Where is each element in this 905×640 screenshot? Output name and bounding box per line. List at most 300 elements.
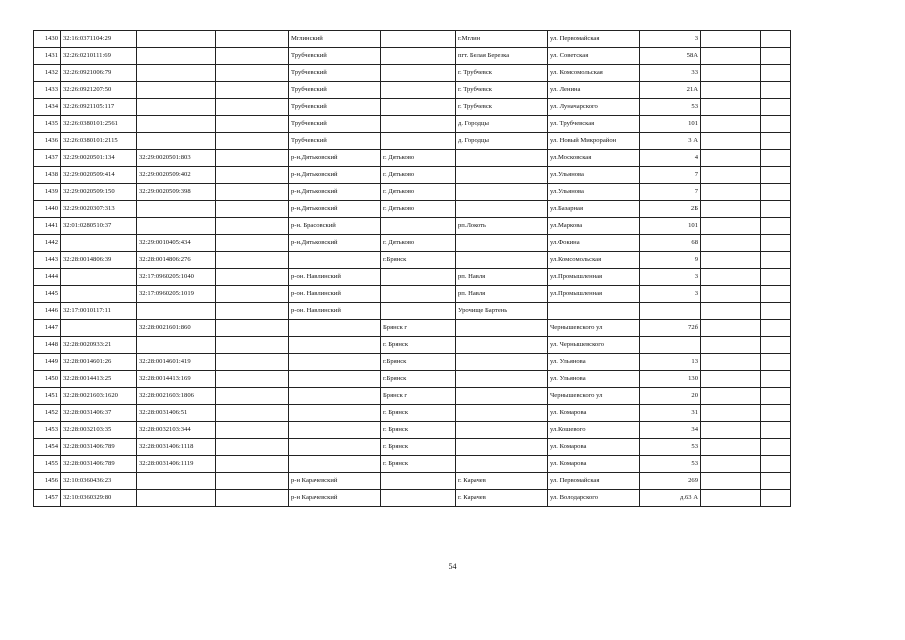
cell-house-number: д.63 А xyxy=(640,490,701,507)
cell-row-index: 1440 xyxy=(34,201,61,218)
cell-district: р-н.Дятьковский xyxy=(289,235,381,252)
cell-street: ул. Первомайская xyxy=(548,473,640,490)
cell-locality xyxy=(456,167,548,184)
cell-district: Мглинский xyxy=(289,31,381,48)
cell-cadastral-number: 32:29:0020509:414 xyxy=(61,167,137,184)
cell-district: р-н.Дятьковский xyxy=(289,184,381,201)
cell-column-11 xyxy=(761,201,791,218)
cell-column-10 xyxy=(701,167,761,184)
cell-city: Брянск г xyxy=(381,320,456,337)
cell-row-index: 1453 xyxy=(34,422,61,439)
cell-city xyxy=(381,303,456,320)
cell-city xyxy=(381,99,456,116)
cell-cadastral-number: 32:26:0921207:50 xyxy=(61,82,137,99)
page-number: 54 xyxy=(448,562,457,571)
cell-column-11 xyxy=(761,473,791,490)
cell-district: р-н.Дятьковский xyxy=(289,150,381,167)
cell-column-4 xyxy=(216,320,289,337)
cell-column-10 xyxy=(701,31,761,48)
cell-column-4 xyxy=(216,82,289,99)
cell-column-11 xyxy=(761,133,791,150)
cell-street: ул.Кошевого xyxy=(548,422,640,439)
cell-column-10 xyxy=(701,422,761,439)
table-row xyxy=(34,201,791,218)
cell-city xyxy=(381,31,456,48)
cell-column-11 xyxy=(761,388,791,405)
cell-district: Трубчевский xyxy=(289,82,381,99)
cell-house-number: 4 xyxy=(640,150,701,167)
cell-district xyxy=(289,371,381,388)
cell-column-11 xyxy=(761,286,791,303)
cell-cadastral-number-alt xyxy=(137,99,216,116)
cell-column-10 xyxy=(701,490,761,507)
cell-locality: д. Городцы xyxy=(456,133,548,150)
cell-city: г. Брянск xyxy=(381,422,456,439)
cell-street: ул.Промышленная xyxy=(548,269,640,286)
cell-cadastral-number: 32:28:0014413:25 xyxy=(61,371,137,388)
cell-column-4 xyxy=(216,422,289,439)
cell-row-index: 1450 xyxy=(34,371,61,388)
table-row xyxy=(34,133,791,150)
cell-column-10 xyxy=(701,456,761,473)
cell-locality: рп. Навля xyxy=(456,269,548,286)
cell-house-number: 21А xyxy=(640,82,701,99)
cell-cadastral-number: 32:26:0921006:79 xyxy=(61,65,137,82)
cell-locality xyxy=(456,235,548,252)
cell-column-10 xyxy=(701,201,761,218)
cell-cadastral-number-alt xyxy=(137,31,216,48)
cell-cadastral-number: 32:28:0020933:21 xyxy=(61,337,137,354)
cell-street: ул. Новый Микрорайон xyxy=(548,133,640,150)
cell-column-4 xyxy=(216,388,289,405)
cell-cadastral-number: 32:29:0020501:134 xyxy=(61,150,137,167)
cell-row-index: 1451 xyxy=(34,388,61,405)
cell-column-11 xyxy=(761,167,791,184)
table-row xyxy=(34,150,791,167)
cell-column-10 xyxy=(701,354,761,371)
cell-house-number: 101 xyxy=(640,218,701,235)
cell-house-number: 3 xyxy=(640,31,701,48)
cell-house-number: 2Б xyxy=(640,201,701,218)
table-row xyxy=(34,48,791,65)
cell-column-10 xyxy=(701,337,761,354)
cell-cadastral-number-alt xyxy=(137,303,216,320)
cell-city xyxy=(381,48,456,65)
cell-street: ул. Комсомольская xyxy=(548,65,640,82)
cell-city: г.Брянск xyxy=(381,354,456,371)
cell-district: р-н. Брасовский xyxy=(289,218,381,235)
cell-column-4 xyxy=(216,184,289,201)
cell-district: р-н Карачевский xyxy=(289,473,381,490)
cell-cadastral-number-alt: 32:28:0032103:344 xyxy=(137,422,216,439)
cell-locality: пгт. Белая Березка xyxy=(456,48,548,65)
cell-district: Трубчевский xyxy=(289,99,381,116)
cell-column-4 xyxy=(216,269,289,286)
cell-row-index: 1435 xyxy=(34,116,61,133)
cell-column-11 xyxy=(761,337,791,354)
cell-column-10 xyxy=(701,405,761,422)
cell-column-11 xyxy=(761,31,791,48)
cell-district: Трубчевский xyxy=(289,65,381,82)
cell-cadastral-number: 32:10:0360436:23 xyxy=(61,473,137,490)
cell-street xyxy=(548,303,640,320)
cell-district: р-н Карачевский xyxy=(289,490,381,507)
table-row xyxy=(34,235,791,252)
table-row xyxy=(34,116,791,133)
cell-column-10 xyxy=(701,48,761,65)
cell-city: г. Дятьково xyxy=(381,150,456,167)
cell-column-4 xyxy=(216,337,289,354)
cell-district: р-он. Навлинский xyxy=(289,286,381,303)
cell-street: ул. Ульянова xyxy=(548,354,640,371)
table-row xyxy=(34,490,791,507)
cell-house-number: 3 xyxy=(640,269,701,286)
table-row xyxy=(34,371,791,388)
cell-row-index: 1441 xyxy=(34,218,61,235)
cell-house-number: 3 xyxy=(640,286,701,303)
cell-row-index: 1438 xyxy=(34,167,61,184)
table-row xyxy=(34,337,791,354)
table-row xyxy=(34,303,791,320)
cell-column-4 xyxy=(216,201,289,218)
cell-column-10 xyxy=(701,150,761,167)
cell-column-10 xyxy=(701,235,761,252)
cell-locality: рп. Навля xyxy=(456,286,548,303)
cell-row-index: 1444 xyxy=(34,269,61,286)
cell-column-11 xyxy=(761,269,791,286)
cell-locality xyxy=(456,422,548,439)
cell-column-11 xyxy=(761,456,791,473)
cell-district: р-он. Навлинский xyxy=(289,269,381,286)
cell-city xyxy=(381,82,456,99)
cell-cadastral-number: 32:28:0032103:35 xyxy=(61,422,137,439)
cell-house-number: 20 xyxy=(640,388,701,405)
cell-house-number xyxy=(640,337,701,354)
cell-locality xyxy=(456,201,548,218)
table-row xyxy=(34,31,791,48)
cell-cadastral-number-alt xyxy=(137,473,216,490)
cell-street: ул.Комсомольская xyxy=(548,252,640,269)
cell-city: г.Брянск xyxy=(381,252,456,269)
cell-street: Чернышевского ул xyxy=(548,388,640,405)
cell-column-11 xyxy=(761,303,791,320)
cell-locality: г. Карачев xyxy=(456,490,548,507)
cell-street: ул. Первомайская xyxy=(548,31,640,48)
cell-house-number: 68 xyxy=(640,235,701,252)
cell-column-11 xyxy=(761,490,791,507)
cell-cadastral-number-alt xyxy=(137,133,216,150)
cell-house-number: 31 xyxy=(640,405,701,422)
cell-district: р-н.Дятьковский xyxy=(289,201,381,218)
cell-locality: г. Трубчевск xyxy=(456,82,548,99)
cell-district xyxy=(289,252,381,269)
cell-row-index: 1456 xyxy=(34,473,61,490)
cell-column-11 xyxy=(761,405,791,422)
cell-locality: д. Городцы xyxy=(456,116,548,133)
cell-city: г. Брянск xyxy=(381,456,456,473)
cell-locality xyxy=(456,184,548,201)
cell-cadastral-number: 32:26:0380101:2561 xyxy=(61,116,137,133)
cell-street: Чернышевского ул xyxy=(548,320,640,337)
cell-street: ул. Советская xyxy=(548,48,640,65)
cell-column-4 xyxy=(216,371,289,388)
cell-column-4 xyxy=(216,456,289,473)
cell-street: ул.Ульянова xyxy=(548,167,640,184)
cell-cadastral-number xyxy=(61,235,137,252)
cell-district: р-он. Навлинский xyxy=(289,303,381,320)
cell-column-10 xyxy=(701,286,761,303)
cell-street: ул.Московская xyxy=(548,150,640,167)
cell-district xyxy=(289,320,381,337)
cell-column-11 xyxy=(761,320,791,337)
cell-city: Брянск г xyxy=(381,388,456,405)
cell-street: ул. Комарова xyxy=(548,456,640,473)
cell-locality xyxy=(456,337,548,354)
cell-row-index: 1437 xyxy=(34,150,61,167)
cell-cadastral-number-alt xyxy=(137,201,216,218)
cell-row-index: 1439 xyxy=(34,184,61,201)
cell-street: ул. Ленина xyxy=(548,82,640,99)
cell-column-4 xyxy=(216,439,289,456)
cell-row-index: 1431 xyxy=(34,48,61,65)
cell-row-index: 1455 xyxy=(34,456,61,473)
cell-row-index: 1445 xyxy=(34,286,61,303)
cell-column-10 xyxy=(701,269,761,286)
cell-row-index: 1443 xyxy=(34,252,61,269)
cell-locality xyxy=(456,456,548,473)
cell-cadastral-number-alt: 32:29:0020509:398 xyxy=(137,184,216,201)
cell-column-10 xyxy=(701,439,761,456)
cell-city xyxy=(381,286,456,303)
cell-cadastral-number: 32:26:0921105:117 xyxy=(61,99,137,116)
cell-house-number: 101 xyxy=(640,116,701,133)
cell-district xyxy=(289,439,381,456)
cell-column-4 xyxy=(216,99,289,116)
cell-cadastral-number-alt: 32:28:0021601:860 xyxy=(137,320,216,337)
cell-column-10 xyxy=(701,371,761,388)
cell-column-4 xyxy=(216,116,289,133)
cell-house-number: 34 xyxy=(640,422,701,439)
cell-street: ул. Комарова xyxy=(548,439,640,456)
cell-house-number: 53 xyxy=(640,439,701,456)
cell-column-11 xyxy=(761,82,791,99)
cell-cadastral-number-alt xyxy=(137,82,216,99)
cell-column-10 xyxy=(701,473,761,490)
cell-column-10 xyxy=(701,303,761,320)
cell-house-number: 33 xyxy=(640,65,701,82)
cell-city: г. Брянск xyxy=(381,337,456,354)
cell-column-10 xyxy=(701,320,761,337)
cell-column-4 xyxy=(216,490,289,507)
cell-row-index: 1434 xyxy=(34,99,61,116)
cell-cadastral-number: 32:10:0360329:80 xyxy=(61,490,137,507)
cell-district xyxy=(289,405,381,422)
cell-column-11 xyxy=(761,371,791,388)
cell-row-index: 1457 xyxy=(34,490,61,507)
cell-column-4 xyxy=(216,167,289,184)
table-row xyxy=(34,456,791,473)
table-row xyxy=(34,405,791,422)
cell-row-index: 1449 xyxy=(34,354,61,371)
cell-cadastral-number: 32:28:0031406:789 xyxy=(61,456,137,473)
cell-column-11 xyxy=(761,439,791,456)
cell-city xyxy=(381,218,456,235)
cell-column-11 xyxy=(761,354,791,371)
cell-locality: г.Мглин xyxy=(456,31,548,48)
cell-house-number: 7 xyxy=(640,167,701,184)
cell-locality xyxy=(456,405,548,422)
cell-column-11 xyxy=(761,422,791,439)
cell-cadastral-number-alt: 32:17:0960205:1040 xyxy=(137,269,216,286)
cell-house-number: 269 xyxy=(640,473,701,490)
cell-column-4 xyxy=(216,303,289,320)
cell-column-4 xyxy=(216,405,289,422)
cell-city: г. Брянск xyxy=(381,439,456,456)
table-row xyxy=(34,99,791,116)
cell-house-number xyxy=(640,303,701,320)
table-row xyxy=(34,286,791,303)
table-row xyxy=(34,252,791,269)
cell-cadastral-number: 32:01:0280510:37 xyxy=(61,218,137,235)
cell-column-4 xyxy=(216,65,289,82)
cell-cadastral-number-alt: 32:17:0960205:1019 xyxy=(137,286,216,303)
cell-cadastral-number-alt: 32:28:0014413:169 xyxy=(137,371,216,388)
cell-column-11 xyxy=(761,184,791,201)
cell-house-number: 3 А xyxy=(640,133,701,150)
cell-column-11 xyxy=(761,116,791,133)
cell-column-10 xyxy=(701,218,761,235)
cell-column-4 xyxy=(216,133,289,150)
cell-cadastral-number: 32:28:0031406:789 xyxy=(61,439,137,456)
cell-street: ул.Фокина xyxy=(548,235,640,252)
cell-locality xyxy=(456,320,548,337)
cell-column-11 xyxy=(761,48,791,65)
table-row xyxy=(34,184,791,201)
cell-column-4 xyxy=(216,354,289,371)
table-body xyxy=(34,31,791,507)
cell-cadastral-number-alt: 32:28:0031406:51 xyxy=(137,405,216,422)
table-row xyxy=(34,354,791,371)
cell-street: ул.Базарная xyxy=(548,201,640,218)
cell-cadastral-number-alt xyxy=(137,65,216,82)
cell-column-10 xyxy=(701,82,761,99)
cell-column-11 xyxy=(761,235,791,252)
cell-column-11 xyxy=(761,65,791,82)
cell-row-index: 1446 xyxy=(34,303,61,320)
cell-column-11 xyxy=(761,150,791,167)
cell-row-index: 1436 xyxy=(34,133,61,150)
cell-row-index: 1448 xyxy=(34,337,61,354)
table-row xyxy=(34,439,791,456)
cell-row-index: 1432 xyxy=(34,65,61,82)
cell-column-10 xyxy=(701,116,761,133)
cell-locality: рп.Локоть xyxy=(456,218,548,235)
cell-column-10 xyxy=(701,184,761,201)
cell-locality: г. Трубчевск xyxy=(456,65,548,82)
cell-column-10 xyxy=(701,133,761,150)
cell-city xyxy=(381,269,456,286)
cell-cadastral-number: 32:29:0020509:150 xyxy=(61,184,137,201)
cell-cadastral-number-alt: 32:28:0014806:276 xyxy=(137,252,216,269)
cell-cadastral-number-alt: 32:28:0014601:419 xyxy=(137,354,216,371)
cell-district: Трубчевский xyxy=(289,133,381,150)
cell-cadastral-number: 32:17:0010117:11 xyxy=(61,303,137,320)
cell-column-10 xyxy=(701,65,761,82)
cell-column-4 xyxy=(216,150,289,167)
cell-cadastral-number: 32:26:0210111:69 xyxy=(61,48,137,65)
cell-city xyxy=(381,490,456,507)
cell-locality xyxy=(456,252,548,269)
cell-cadastral-number xyxy=(61,320,137,337)
cell-district xyxy=(289,422,381,439)
cell-city: г. Брянск xyxy=(381,405,456,422)
cell-district: Трубчевский xyxy=(289,48,381,65)
cell-city: г. Дятьково xyxy=(381,167,456,184)
cell-column-4 xyxy=(216,252,289,269)
cell-street: ул. Ульянова xyxy=(548,371,640,388)
cell-cadastral-number: 32:28:0014806:39 xyxy=(61,252,137,269)
cell-cadastral-number xyxy=(61,269,137,286)
table-row xyxy=(34,473,791,490)
cell-locality xyxy=(456,371,548,388)
cell-cadastral-number-alt: 32:28:0031406:1119 xyxy=(137,456,216,473)
table-row xyxy=(34,422,791,439)
cell-column-4 xyxy=(216,218,289,235)
table-row xyxy=(34,82,791,99)
cell-cadastral-number: 32:26:0380101:2115 xyxy=(61,133,137,150)
cell-house-number: 53 xyxy=(640,99,701,116)
cell-city: г. Дятьково xyxy=(381,235,456,252)
cell-cadastral-number: 32:16:0371104:29 xyxy=(61,31,137,48)
cell-district xyxy=(289,354,381,371)
cell-locality xyxy=(456,354,548,371)
cell-street: ул. Комарова xyxy=(548,405,640,422)
cell-cadastral-number-alt xyxy=(137,116,216,133)
table-row xyxy=(34,388,791,405)
cell-city: г. Дятьково xyxy=(381,201,456,218)
cell-district xyxy=(289,456,381,473)
cell-district xyxy=(289,337,381,354)
table-row xyxy=(34,218,791,235)
cell-district: Трубчевский xyxy=(289,116,381,133)
cell-street: ул. Луначарского xyxy=(548,99,640,116)
table-row xyxy=(34,320,791,337)
cell-cadastral-number: 32:28:0014601:26 xyxy=(61,354,137,371)
cell-street: ул. Трубчевская xyxy=(548,116,640,133)
cell-row-index: 1454 xyxy=(34,439,61,456)
cell-locality xyxy=(456,439,548,456)
cell-locality xyxy=(456,150,548,167)
cell-street: ул.Ульянова xyxy=(548,184,640,201)
cell-cadastral-number xyxy=(61,286,137,303)
cell-cadastral-number-alt: 32:29:0020501:803 xyxy=(137,150,216,167)
cell-column-11 xyxy=(761,218,791,235)
cell-city: г.Брянск xyxy=(381,371,456,388)
cell-column-4 xyxy=(216,31,289,48)
cell-locality xyxy=(456,388,548,405)
cell-cadastral-number-alt: 32:29:0010405:434 xyxy=(137,235,216,252)
cell-city xyxy=(381,116,456,133)
cell-cadastral-number-alt xyxy=(137,48,216,65)
cell-street: ул.Промышленная xyxy=(548,286,640,303)
cell-house-number: 53 xyxy=(640,456,701,473)
cell-column-10 xyxy=(701,388,761,405)
cell-column-4 xyxy=(216,48,289,65)
cell-street: ул.Маркова xyxy=(548,218,640,235)
cell-cadastral-number-alt xyxy=(137,337,216,354)
cell-column-4 xyxy=(216,473,289,490)
cell-row-index: 1452 xyxy=(34,405,61,422)
